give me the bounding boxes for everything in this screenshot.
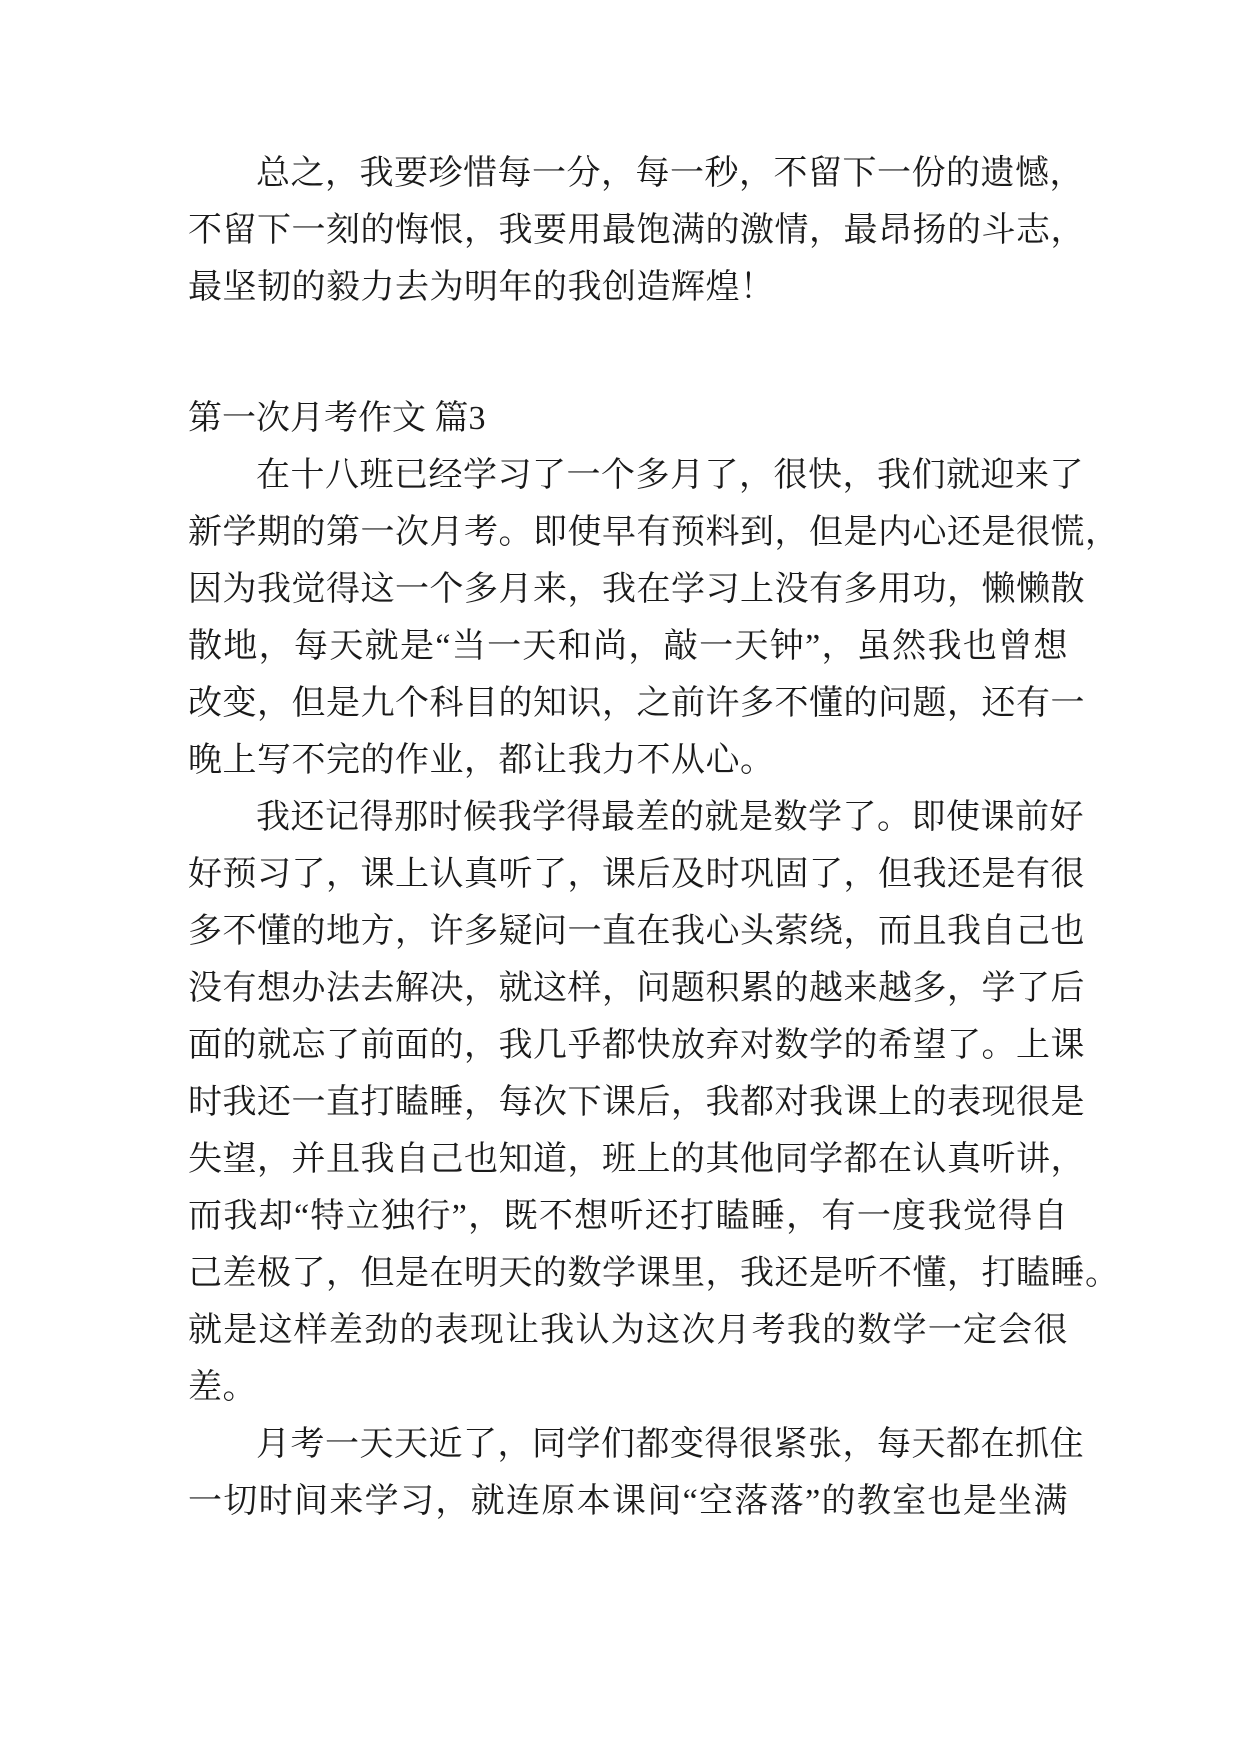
text-line: 我还记得那时候我学得最差的就是数学了。即使课前好 xyxy=(256,799,1084,836)
text-line: 最坚韧的毅力去为明年的我创造辉煌！ xyxy=(188,269,775,306)
text-line: 面的就忘了前面的，我几乎都快放弃对数学的希望了。上课 xyxy=(188,1027,1085,1064)
paragraph xyxy=(188,447,1120,789)
text-line: 在十八班已经学习了一个多月了，很快，我们就迎来了 xyxy=(256,457,1084,494)
text-line: 差。 xyxy=(188,1369,257,1406)
text-line: 一切时间来学习，就连原本课间“空落落”的教室也是坐满 xyxy=(188,1483,1068,1520)
text-line: 就是这样差劲的表现让我认为这次月考我的数学一定会很 xyxy=(188,1312,1068,1349)
text-line: 失望，并且我自己也知道，班上的其他同学都在认真听讲， xyxy=(188,1141,1085,1178)
text-line: 没有想办法去解决，就这样，问题积累的越来越多，学了后 xyxy=(188,970,1085,1007)
text-line: 己差极了，但是在明天的数学课里，我还是听不懂，打瞌睡。 xyxy=(188,1255,1120,1292)
text-line: 新学期的第一次月考。即使早有预料到，但是内心还是很慌， xyxy=(188,514,1120,551)
text-line: 改变，但是九个科目的知识，之前许多不懂的问题，还有一 xyxy=(188,685,1085,722)
text-line: 多不懂的地方，许多疑问一直在我心头萦绕，而且我自己也 xyxy=(188,913,1085,950)
section-heading: 第一次月考作文 篇3 xyxy=(188,400,486,437)
document-body xyxy=(188,145,1120,1530)
text-line: 而我却“特立独行”，既不想听还打瞌睡，有一度我觉得自 xyxy=(188,1198,1068,1235)
text-line: 散地，每天就是“当一天和尚，敲一天钟”，虽然我也曾想 xyxy=(188,628,1068,665)
text-line: 总之，我要珍惜每一分，每一秒，不留下一份的遗憾， xyxy=(256,155,1084,192)
text-line: 因为我觉得这一个多月来，我在学习上没有多用功，懒懒散 xyxy=(188,571,1085,608)
text-line: 好预习了，课上认真听了，课后及时巩固了，但我还是有很 xyxy=(188,856,1085,893)
text-line: 月考一天天近了，同学们都变得很紧张，每天都在抓住 xyxy=(256,1426,1084,1463)
text-line: 时我还一直打瞌睡，每次下课后，我都对我课上的表现很是 xyxy=(188,1084,1085,1121)
text-line: 晚上写不完的作业，都让我力不从心。 xyxy=(188,742,775,779)
paragraph xyxy=(188,789,1120,1416)
paragraph xyxy=(188,1416,1084,1530)
text-line: 不留下一刻的悔恨，我要用最饱满的激情，最昂扬的斗志， xyxy=(188,212,1085,249)
paragraph xyxy=(188,145,1085,316)
